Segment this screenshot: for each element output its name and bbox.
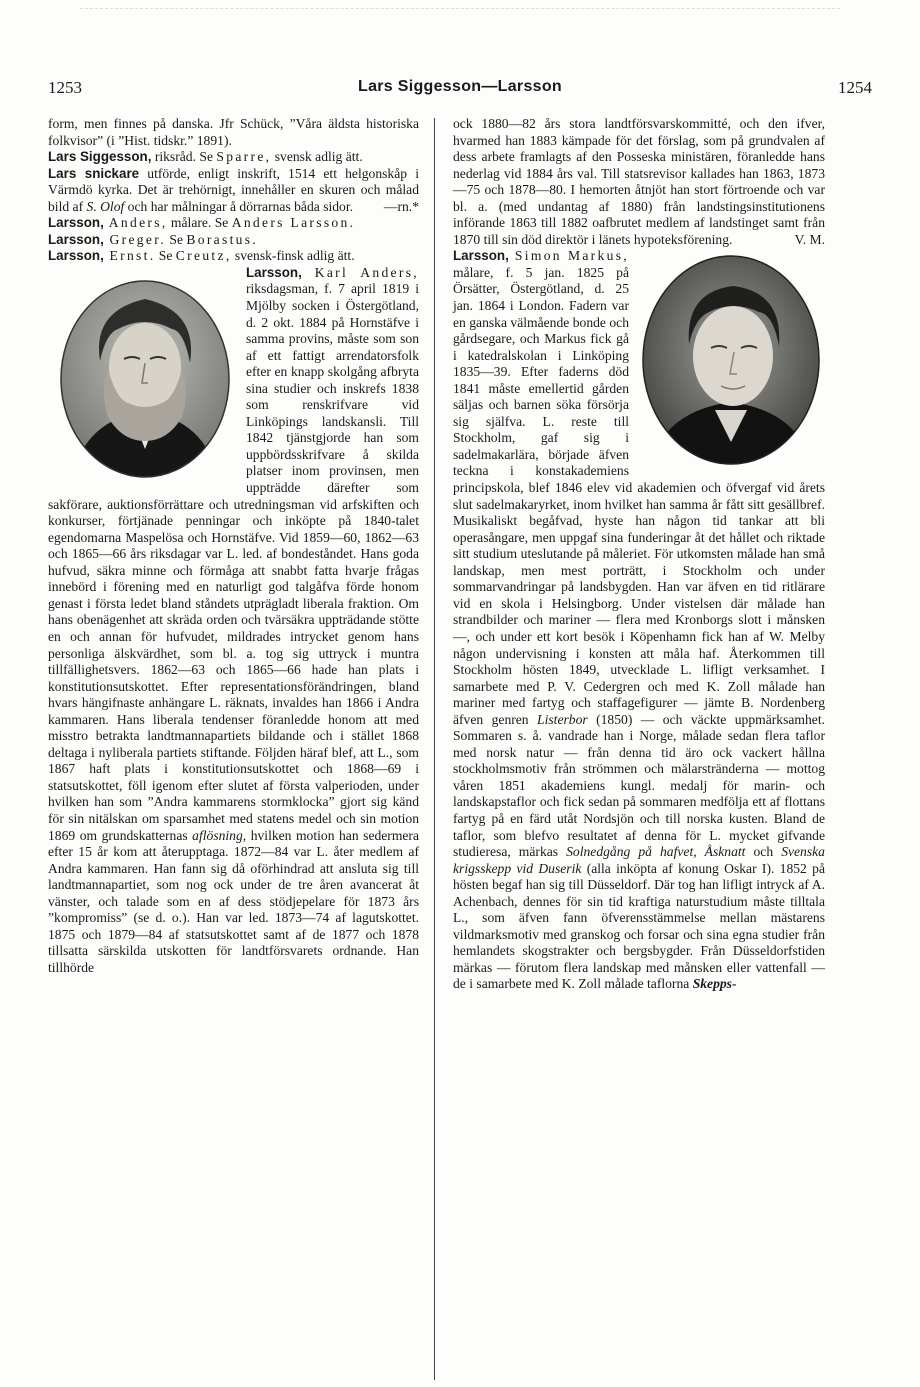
entry-headword: Lars Siggesson, [48, 149, 152, 165]
entry-headword: Larsson, [453, 248, 509, 264]
entry-headword: Lars snickare [48, 165, 140, 181]
portrait-image-karl-anders [52, 271, 238, 481]
running-title: Lars Siggesson—Larsson [358, 78, 562, 95]
author-signature: V. M. [794, 231, 825, 247]
running-header [48, 78, 872, 102]
page-number-left: 1253 [48, 78, 82, 97]
entry-headword: Larsson, [48, 248, 104, 264]
entry-lars-snickare: Lars snickare utförde, enligt inskrift, 1514 ett helgonskåp i Värmdö kyrka. Det är trehörnigt, innehåller en skuren och målad bild af S. Olof och har målningar å dörrarnas båda sidor. —rn.* [48, 165, 419, 214]
right-column [453, 116, 825, 993]
cross-reference: Anders Larsson. [231, 215, 356, 231]
cross-reference: Borastus. [186, 231, 259, 247]
continued-paragraph: form, men finnes på danska. Jfr Schück, ”Våra äldsta historiska folkvisor” (i ”Hist. tidskr.” 1891). [48, 116, 419, 148]
continued-paragraph: ock 1880—82 års stora landtförsvarskommitté, och den ifver, hvarmed han 1883 kämpade för det förslag, som på grundvalen af dess arbete framlagts af den Posseska ministären, föranledde hans nederlag vid 1884 års val. Till statsrevisor kallades han 1863, 1873—75 och 1878—80. I hemorten åtnjöt han stort förtroende och var bl. a. (med undantag af 1880) från landstingsinstitutionens införande 1863 till 1882 oafbrutet medlem af landstinget samt från 1870 till sin död direktör i länets hypoteksförening. V. M. [453, 116, 825, 247]
page-number-right: 1254 [838, 78, 872, 97]
entry-lars-siggesson: Lars Siggesson, riksråd. Se Sparre, svensk adlig ätt. [48, 149, 363, 165]
left-column [48, 116, 419, 976]
entry-larsson-ernst: Larsson, Ernst. Se Creutz, svensk-finsk adlig ätt. [48, 248, 355, 264]
entry-larsson-karl-anders: Larsson, Karl Anders, riksdagsman, f. 7 april 1819 i Mjölby socken i Östergötland, d. 2 okt. 1884 på Hornstäfve i samma provins, måste som son af ett fattigt arrendatorsfolk efter en knapp skolgång afbryta sina studier och inskrefs 1838 som renskrifvare vid Linköpings landskansli. Till 1842 tjänstgjorde han som uppbördsskrifvare å skilda platser inom provinsen, men uppträdde därefter som sakförare, auktionsförrättare och utredningsman vid arfskiften och konkurser, förtjänade penningar och inköpte på 1840-talet egendomarna Maspelösa och Hornstäfve. Vid 1859—60, 1862—63 och 1865—66 års riksdagar var L. led. af bondeståndet. Hans goda hufvud, säkra minne och förmåga att snabbt fatta hvarje frågas innebörd i förening med en naturligt god talgåfva förde honom genast i första ledet bland ståndets utprägladt liberala fraktion. Om hans obenägenhet att skräda orden och tvärsäkra uppträdande stötte en och annan för hufvudet, mildrades intrycket genom hans personliga älskvärdhet, som bl. a. tog sig uttryck i muntra tillfällighetsvers. 1862—63 och 1865—66 hade han plats i konstitutionsutskottet. Efter representationsförändringen, bland hvars hängifnaste anhängare L. räknats, invaldes han 1866 i Andra kammaren. Hans liberala tendenser föranledde honom att med misstro betrakta landtmannapartiets bildande och i stället 1868 deltaga i nyliberala partiets stiftande. Följden häraf blef, att L., som 1867 haft plats i konstitutionsutskottet och 1868—69 i statsutskottet, föll igenom efter slutet af första valperioden, under hvilken han som ”Andra kammarens stormklocka” gjort sig känd för sin nitälskan om sparsamhet med statens medel och sin motion 1869 om grundskatternas aflösning, hvilken motion han sedermera efter 15 år kom att återupptaga. 1872—84 var L. åter medlem af Andra kammaren. Han fann sig då oförhindrad att ansluta sig till landtmannapartiet, som nog ock under de tre åren avancerat åt vänster, och talade som en af dess stödjepelare för 1873 års ”kompromiss” (se d. o.). Han var led. 1873—74 af lagutskottet. 1875 och 1879—84 af statsutskottet samt af de 1877 och 1878 tillsatta särskilda utskotten för landtförsvarets ordnande. Han tillhörde [48, 264, 419, 975]
entry-headword: Larsson, [48, 215, 104, 231]
entry-larsson-anders: Larsson, Anders, målare. Se Anders Larsson. [48, 215, 356, 231]
portrait-image-simon-markus [637, 252, 825, 468]
entry-larsson-simon-markus: Larsson, Simon Markus, målare, f. 5 jan. 1825 på Örsätter, Östergötland, d. 25 jan. 1864 i London. Fadern var en ganska välmående bonde och gårdsegare, och Markus fick gå i katedralskolan i Linköping 1835—39. Efter faderns död 1841 måste emellertid gården säljas och barnen söka försörja sig själfva. L. reste till Stockholm, gaf sig i sadelmakarlära, började äfven teckna i konstakademiens principskola, blef 1846 elev vid akademien och öfvergaf vid årets slut sadelmakaryrket, inom hvilket han samma år fått sitt gesällbref. Musikaliskt begåfvad, hyste han någon tid tankar att bli operasångare, men uppgaf sina funderingar åt det hållet och riktade sitt studium uteslutande på måleriet. För utkomsten målade han små landskap, men mest porträtt, i Stockholm och under sommarvandringar på landsbygden. Han var äfven en tid ritlärare vid en skola i Helsingborg. Under vistelsen där målade han strandbilder och mariner — flera med Kronborgs slott i månsken —, och under ett kort besök i Köpenhamn fick han af W. Melby någon undervisning i konsten att måla haf. Återkommen till Stockholm hösten 1849, utvecklade L. lifligt verksamhet. I samarbete med P. V. Cedergren och med K. Zoll målade han mariner med fartyg och staffagefigurer — jämte B. Nordenberg äfven genren Listerbor (1850) — och väckte uppmärksamhet. Sommaren s. å. vandrade han i Norge, målade sedan flera taflor med norsk natur — från denna tid äro ock vackert hållna stockholmsmotiv från strömmen och mälarstränderna — mottog våren 1851 akademiens kungl. medalj för marin- och landskapstaflor och fick sedan på sommaren medfölja ett af flottans fartyg på en färd utåt Nordsjön och till norska kusten. Bland de taflor, som blefvo resultatet af denna för L. mycket gifvande studieresa, märkas Solnedgång på hafvet, Åsknatt och Svenska krigsskepp vid Duserik (alla inköpta af konung Oskar I). 1852 på hösten begaf han sig till Düsseldorf. Där tog han lifligt intryck af A. Achenbach, dennes för sin tid kraftiga naturstudium måste tilltala L., som äfven fann öfverensstämmelse mellan mästarens vildmarksmotiv med granskog och forsar och sina egna studier från hemlandets skogstrakter och bergsbygder. Från Düsseldorfstiden märkas — förutom flera landskap med månsken eller vattenfall — de i samarbete med K. Zoll målade taflorna Skepps- [453, 248, 825, 992]
cross-reference: Sparre, [216, 149, 272, 165]
entry-headword: Larsson, [48, 231, 104, 247]
column-divider [434, 118, 435, 1380]
entry-larsson-greger: Larsson, Greger. Se Borastus. [48, 231, 259, 247]
scan-edge [80, 8, 840, 9]
cross-reference: Creutz, [175, 248, 232, 264]
author-signature: —rn.* [383, 198, 419, 214]
entry-headword: Larsson, [246, 264, 302, 280]
